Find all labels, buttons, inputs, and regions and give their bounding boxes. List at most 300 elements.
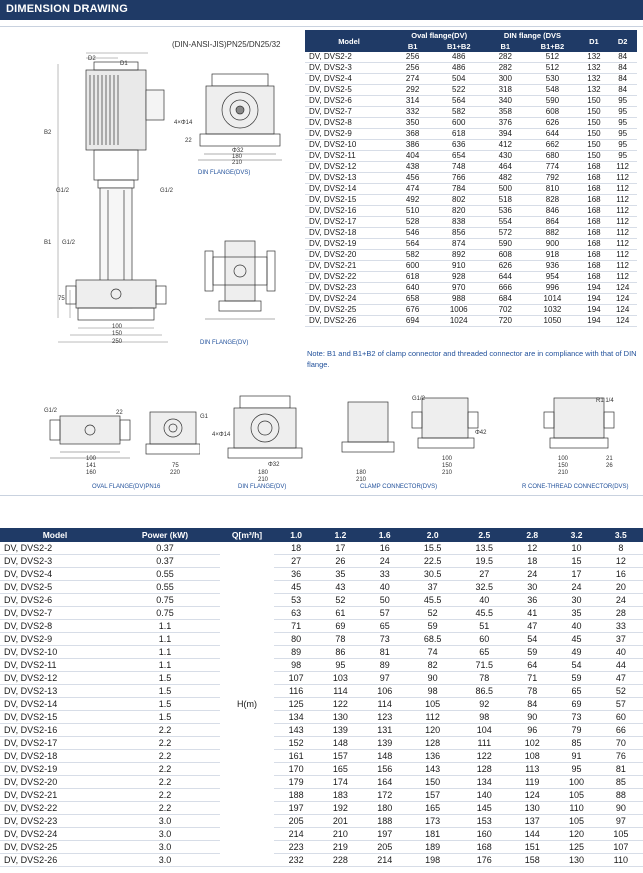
dim-table-row — [305, 118, 637, 129]
dim-table-cell: DV, DVS2-11 — [305, 151, 393, 162]
perf-table-cell: 134 — [458, 776, 510, 789]
perf-table-cell: 44 — [599, 659, 643, 672]
perf-table-cell: 16 — [363, 542, 407, 555]
perf-table-row — [0, 620, 643, 633]
perf-table-cell: 52 — [318, 594, 362, 607]
perf-table-cell: 183 — [318, 789, 362, 802]
dim-table-row — [305, 52, 637, 63]
dim-table-row — [305, 206, 637, 217]
dim-table-cell: 194 — [580, 283, 609, 294]
dim-table-cell: 112 — [608, 272, 637, 283]
perf-table-cell: DV, DVS2-24 — [0, 828, 110, 841]
perf-col-model: Model — [0, 528, 110, 542]
perf-table-cell: DV, DVS2-13 — [0, 685, 110, 698]
dim-hole-top: 4×Φ14 — [174, 120, 193, 126]
perf-table-cell: 80 — [274, 633, 318, 646]
perf-table-cell: DV, DVS2-21 — [0, 789, 110, 802]
dim-table-row — [305, 173, 637, 184]
dim-table-cell: 518 — [485, 195, 525, 206]
dim-table-row — [305, 85, 637, 96]
perf-table-cell: 0.75 — [110, 594, 220, 607]
dim-table-cell: 784 — [432, 184, 485, 195]
dim-table-cell: 546 — [393, 228, 432, 239]
dim-table-cell: 658 — [393, 294, 432, 305]
perf-table-cell: 125 — [274, 698, 318, 711]
dim-table-cell: 536 — [485, 206, 525, 217]
perf-table-cell: 78 — [318, 633, 362, 646]
perf-table-cell: 86.5 — [458, 685, 510, 698]
perf-table-cell: 40 — [599, 646, 643, 659]
col-d2: D2 — [608, 30, 637, 52]
dim-table-cell: DV, DVS2-16 — [305, 206, 393, 217]
perf-table-cell: 102 — [510, 737, 554, 750]
dim-table-cell: DV, DVS2-6 — [305, 96, 393, 107]
dim-table-cell: 84 — [608, 52, 637, 63]
perf-table-cell: 10 — [554, 542, 598, 555]
dim-table-cell: 970 — [432, 283, 485, 294]
perf-table-cell: 47 — [599, 672, 643, 685]
dim-table-cell: DV, DVS2-21 — [305, 261, 393, 272]
dim-table-cell: 168 — [580, 173, 609, 184]
dim-table-cell: DV, DVS2-20 — [305, 250, 393, 261]
perf-table-cell: DV, DVS2-26 — [0, 854, 110, 867]
dim-table-cell: 640 — [393, 283, 432, 294]
dim-table-cell: 95 — [608, 140, 637, 151]
dim-table-cell: 168 — [580, 217, 609, 228]
perf-table-cell: 91 — [554, 750, 598, 763]
perf-table-cell: 45 — [554, 633, 598, 646]
perf-table-cell: 1.5 — [110, 672, 220, 685]
perf-table-cell: 69 — [318, 620, 362, 633]
perf-table-cell: 59 — [554, 672, 598, 685]
dim-table-cell: 482 — [485, 173, 525, 184]
perf-table-cell: DV, DVS2-17 — [0, 737, 110, 750]
dim-table-cell: 168 — [580, 228, 609, 239]
dim-table-cell: 168 — [580, 239, 609, 250]
perf-col-flow: 2.5 — [458, 528, 510, 542]
dim-table-cell: 168 — [580, 162, 609, 173]
perf-table-cell: 197 — [274, 802, 318, 815]
dim-table-cell: 438 — [393, 162, 432, 173]
dim-180-top: 180 — [232, 154, 243, 160]
perf-table-row — [0, 789, 643, 802]
dim-table-cell: 748 — [432, 162, 485, 173]
dim-table-cell: 150 — [580, 107, 609, 118]
perf-table-cell: 76 — [599, 750, 643, 763]
dim-42-clamp: Φ42 — [475, 430, 487, 436]
dim-table-cell: 928 — [432, 272, 485, 283]
perf-table-cell: 33 — [599, 620, 643, 633]
perf-table-cell: 12 — [510, 542, 554, 555]
dim-table-cell: 112 — [608, 217, 637, 228]
perf-h-label: H(m) — [220, 542, 274, 867]
dim-table-cell: 1024 — [432, 316, 485, 327]
dim-table-cell: 676 — [393, 305, 432, 316]
dim-table-cell: 1032 — [525, 305, 579, 316]
dim-table-cell: 492 — [393, 195, 432, 206]
dim-table-cell: 618 — [393, 272, 432, 283]
dim-100: 100 — [112, 324, 123, 330]
dim-table-cell: 132 — [580, 85, 609, 96]
perf-table-cell: 17 — [318, 542, 362, 555]
dim-150: 150 — [112, 331, 123, 337]
perf-table-row — [0, 672, 643, 685]
perf-col-flow: 1.2 — [318, 528, 362, 542]
perf-table-row — [0, 802, 643, 815]
perf-table-cell: 232 — [274, 854, 318, 867]
perf-table-cell: 1.1 — [110, 633, 220, 646]
perf-table-row — [0, 854, 643, 867]
perf-table-cell: 144 — [510, 828, 554, 841]
perf-table-cell: 27 — [274, 555, 318, 568]
dim-table-cell: 554 — [485, 217, 525, 228]
perf-table-cell: 78 — [510, 685, 554, 698]
dim-100-cone: 100 — [558, 456, 569, 462]
col-oval-b1b2: B1+B2 — [432, 41, 485, 52]
dim-table-cell: 112 — [608, 184, 637, 195]
dim-table-cell: 112 — [608, 250, 637, 261]
dim-table-cell: DV, DVS2-14 — [305, 184, 393, 195]
perf-table-row — [0, 698, 643, 711]
perf-table-cell: DV, DVS2-20 — [0, 776, 110, 789]
dim-table-cell: 504 — [432, 74, 485, 85]
perf-table-cell: 176 — [458, 854, 510, 867]
perf-table-cell: 85 — [554, 737, 598, 750]
perf-table-cell: 97 — [363, 672, 407, 685]
dim-210-top: 210 — [232, 160, 243, 166]
perf-table-cell: 174 — [318, 776, 362, 789]
dim-table-cell: 464 — [485, 162, 525, 173]
perf-table-cell: 107 — [274, 672, 318, 685]
perf-table-row — [0, 711, 643, 724]
perf-col-power: Power (kW) — [110, 528, 220, 542]
perf-table-row — [0, 568, 643, 581]
perf-table-cell: 111 — [458, 737, 510, 750]
perf-table-cell: 189 — [407, 841, 459, 854]
perf-table-row — [0, 555, 643, 568]
dim-table-cell: 84 — [608, 74, 637, 85]
perf-table-cell: 157 — [407, 789, 459, 802]
perf-table-cell: 139 — [318, 724, 362, 737]
dim-table-cell: 766 — [432, 173, 485, 184]
perf-table-cell: 148 — [363, 750, 407, 763]
perf-table-cell: 15.5 — [407, 542, 459, 555]
perf-table-cell: 0.75 — [110, 607, 220, 620]
dim-table-cell: 846 — [525, 206, 579, 217]
perf-table-cell: 27 — [458, 568, 510, 581]
dim-table-cell: 282 — [485, 63, 525, 74]
dim-table-cell: 608 — [525, 107, 579, 118]
perf-table-row — [0, 828, 643, 841]
perf-table-cell: 40 — [554, 620, 598, 633]
dim-table-cell: 684 — [485, 294, 525, 305]
perf-table-cell: 0.37 — [110, 555, 220, 568]
dim-table-cell: 168 — [580, 195, 609, 206]
col-din-b1: B1 — [485, 41, 525, 52]
dim-table-cell: 582 — [432, 107, 485, 118]
dim-table-cell: DV, DVS2-26 — [305, 316, 393, 327]
dim-table-cell: 430 — [485, 151, 525, 162]
dim-table-cell: 918 — [525, 250, 579, 261]
perf-table-cell: 81 — [599, 763, 643, 776]
dim-table-cell: 600 — [393, 261, 432, 272]
perf-table-cell: 49 — [554, 646, 598, 659]
perf-table-cell: DV, DVS2-14 — [0, 698, 110, 711]
dim-table-cell: 774 — [525, 162, 579, 173]
dim-table-cell: DV, DVS2-25 — [305, 305, 393, 316]
dim-table-cell: 194 — [580, 294, 609, 305]
dim-table-cell: 680 — [525, 151, 579, 162]
col-din-b1b2: B1+B2 — [525, 41, 579, 52]
dim-table-cell: 292 — [393, 85, 432, 96]
perf-table-cell: 165 — [407, 802, 459, 815]
perf-table-cell: 0.37 — [110, 542, 220, 555]
perf-col-flow: 3.2 — [554, 528, 598, 542]
caption-clamp-connector: CLAMP CONNECTOR(DVS) — [360, 484, 438, 490]
perf-table-cell: 69 — [554, 698, 598, 711]
dim-table-row — [305, 217, 637, 228]
dim-d2: D2 — [88, 56, 96, 62]
perf-table-cell: 160 — [458, 828, 510, 841]
dim-210-cone: 210 — [558, 470, 569, 476]
dim-table-row — [305, 272, 637, 283]
dim-100-oval: 100 — [86, 456, 97, 462]
dim-table-row — [305, 151, 637, 162]
dim-table-cell: 256 — [393, 52, 432, 63]
dim-table-cell: 838 — [432, 217, 485, 228]
perf-table-cell: 12 — [599, 555, 643, 568]
perf-table-cell: 90 — [510, 711, 554, 724]
perf-table-cell: DV, DVS2-8 — [0, 620, 110, 633]
perf-table-cell: DV, DVS2-6 — [0, 594, 110, 607]
dim-table-cell: 95 — [608, 129, 637, 140]
dim-table-cell: 95 — [608, 107, 637, 118]
caption-din-flange-dvs: DIN FLANGE(DVS) — [198, 170, 251, 176]
perf-table-cell: 153 — [458, 815, 510, 828]
perf-table-cell: 24 — [510, 568, 554, 581]
dim-22-oval: 22 — [116, 410, 123, 416]
perf-table-row — [0, 646, 643, 659]
dim-table-cell: 112 — [608, 195, 637, 206]
perf-table-row — [0, 763, 643, 776]
perf-table-cell: 205 — [363, 841, 407, 854]
perf-table-cell: 98 — [458, 711, 510, 724]
perf-table-cell: 60 — [458, 633, 510, 646]
perf-table-cell: 139 — [363, 737, 407, 750]
dim-table-cell: 168 — [580, 272, 609, 283]
dim-table-row — [305, 140, 637, 151]
perf-table-cell: 92 — [458, 698, 510, 711]
perf-table-cell: 114 — [318, 685, 362, 698]
dim-table-cell: 112 — [608, 228, 637, 239]
perf-table-cell: 137 — [510, 815, 554, 828]
dim-table-cell: 892 — [432, 250, 485, 261]
dim-table-row — [305, 239, 637, 250]
perf-table-cell: 28 — [599, 607, 643, 620]
dim-table-cell: 828 — [525, 195, 579, 206]
dim-141-oval: 141 — [86, 463, 97, 469]
dim-table-cell: 95 — [608, 151, 637, 162]
col-oval-b1: B1 — [393, 41, 432, 52]
dim-b2: B2 — [44, 130, 52, 136]
perf-table-cell: 164 — [363, 776, 407, 789]
perf-table-cell: 1.5 — [110, 711, 220, 724]
dim-table-cell: 168 — [580, 250, 609, 261]
dim-table-cell: DV, DVS2-18 — [305, 228, 393, 239]
perf-table-cell: 214 — [363, 854, 407, 867]
dim-table-cell: 150 — [580, 118, 609, 129]
dim-table-cell: 720 — [485, 316, 525, 327]
perf-col-flow: 2.8 — [510, 528, 554, 542]
dim-table-cell: 274 — [393, 74, 432, 85]
perf-table-cell: 98 — [274, 659, 318, 672]
dim-210-clamp: 210 — [356, 477, 367, 483]
perf-table-cell: 89 — [274, 646, 318, 659]
dim-table-cell: 802 — [432, 195, 485, 206]
perf-table-cell: 1.1 — [110, 620, 220, 633]
perf-table-cell: 82 — [407, 659, 459, 672]
dim-75: 75 — [58, 296, 65, 302]
perf-table-cell: 128 — [407, 737, 459, 750]
dim-table-cell: 168 — [580, 206, 609, 217]
perf-table-cell: 223 — [274, 841, 318, 854]
perf-table-cell: 152 — [274, 737, 318, 750]
perf-table-cell: 3.0 — [110, 815, 220, 828]
perf-table-cell: 181 — [407, 828, 459, 841]
dim-table-cell: 412 — [485, 140, 525, 151]
dim-table-cell: DV, DVS2-9 — [305, 129, 393, 140]
dim-table-cell: 608 — [485, 250, 525, 261]
col-model: Model — [305, 30, 393, 52]
dim-table-cell: 340 — [485, 96, 525, 107]
perf-table-row — [0, 737, 643, 750]
dim-table-cell: 256 — [393, 63, 432, 74]
dim-table-cell: DV, DVS2-23 — [305, 283, 393, 294]
dim-210b-clamp: 210 — [442, 470, 453, 476]
perf-table-cell: 180 — [363, 802, 407, 815]
dim-table-cell: 132 — [580, 74, 609, 85]
perf-table-cell: 125 — [554, 841, 598, 854]
perf-table-cell: 1.1 — [110, 646, 220, 659]
perf-table-cell: 70 — [599, 737, 643, 750]
dim-table-cell: DV, DVS2-2 — [305, 52, 393, 63]
perf-table-cell: DV, DVS2-7 — [0, 607, 110, 620]
dim-table-cell: 486 — [432, 63, 485, 74]
dim-table-cell: 486 — [432, 52, 485, 63]
dim-table-cell: DV, DVS2-8 — [305, 118, 393, 129]
dim-210-small: 210 — [258, 477, 269, 483]
perf-table-row — [0, 750, 643, 763]
perf-table-cell: 105 — [599, 828, 643, 841]
dim-table-cell: 282 — [485, 52, 525, 63]
dim-180-small: 180 — [258, 470, 269, 476]
perf-table-row — [0, 841, 643, 854]
perf-col-flow: 1.0 — [274, 528, 318, 542]
dim-table-cell: 112 — [608, 162, 637, 173]
dim-table-cell: 112 — [608, 173, 637, 184]
perf-table-cell: 134 — [274, 711, 318, 724]
dim-table-cell: 84 — [608, 85, 637, 96]
perf-table-cell: 50 — [363, 594, 407, 607]
perf-table-cell: 30 — [510, 581, 554, 594]
perf-table-cell: 2.2 — [110, 763, 220, 776]
r-cone-thread-drawing — [530, 392, 630, 472]
perf-table-cell: 168 — [458, 841, 510, 854]
perf-table-cell: 20 — [599, 581, 643, 594]
perf-table-cell: 143 — [274, 724, 318, 737]
dim-table-cell: 150 — [580, 151, 609, 162]
dim-table-cell: 582 — [393, 250, 432, 261]
perf-table-cell: 24 — [363, 555, 407, 568]
perf-table-cell: 89 — [363, 659, 407, 672]
perf-table-cell: 18 — [274, 542, 318, 555]
dim-table-cell: 132 — [580, 63, 609, 74]
dim-table-cell: 662 — [525, 140, 579, 151]
dim-table-cell: 394 — [485, 129, 525, 140]
perf-table-cell: 74 — [407, 646, 459, 659]
perf-table-cell: 37 — [407, 581, 459, 594]
perf-table-cell: 90 — [407, 672, 459, 685]
perf-table-cell: DV, DVS2-15 — [0, 711, 110, 724]
perf-table-cell: 33 — [363, 568, 407, 581]
dim-table-cell: 810 — [525, 184, 579, 195]
perf-table-cell: 30 — [554, 594, 598, 607]
dim-table-cell: 168 — [580, 261, 609, 272]
dim-table-cell: 318 — [485, 85, 525, 96]
dim-table-cell: 954 — [525, 272, 579, 283]
perf-table-row — [0, 607, 643, 620]
dim-table-cell: 530 — [525, 74, 579, 85]
dim-table-cell: 856 — [432, 228, 485, 239]
perf-table-row — [0, 815, 643, 828]
perf-table-cell: 98 — [407, 685, 459, 698]
perf-table-cell: 95 — [318, 659, 362, 672]
perf-table-cell: 43 — [318, 581, 362, 594]
perf-table-cell: DV, DVS2-9 — [0, 633, 110, 646]
dim-table-cell: 1006 — [432, 305, 485, 316]
dim-table-row — [305, 283, 637, 294]
perf-table-cell: DV, DVS2-23 — [0, 815, 110, 828]
perf-table-cell: 53 — [274, 594, 318, 607]
perf-table-cell: 17 — [554, 568, 598, 581]
dim-table-cell: 590 — [525, 96, 579, 107]
perf-table-cell: 130 — [318, 711, 362, 724]
dim-table-cell: 376 — [485, 118, 525, 129]
perf-table-cell: 136 — [407, 750, 459, 763]
perf-col-flow: 2.0 — [407, 528, 459, 542]
dim-table-cell: 168 — [580, 184, 609, 195]
perf-table-cell: 37 — [599, 633, 643, 646]
perf-table-cell: 161 — [274, 750, 318, 763]
perf-table-cell: 8 — [599, 542, 643, 555]
dim-160-oval: 160 — [86, 470, 97, 476]
dim-table-row — [305, 195, 637, 206]
dim-180-clamp: 180 — [356, 470, 367, 476]
perf-table-cell: 128 — [458, 763, 510, 776]
perf-table-cell: 119 — [510, 776, 554, 789]
dim-table-cell: 572 — [485, 228, 525, 239]
dim-150-cone: 150 — [558, 463, 569, 469]
dim-table-cell: 124 — [608, 316, 637, 327]
perf-table-cell: 124 — [510, 789, 554, 802]
perf-table-cell: 88 — [599, 789, 643, 802]
perf-table-cell: 172 — [363, 789, 407, 802]
dim-table-cell: 150 — [580, 129, 609, 140]
dim-table-cell: 988 — [432, 294, 485, 305]
dim-table-cell: 132 — [580, 52, 609, 63]
dim-table-cell: 124 — [608, 294, 637, 305]
perf-table-cell: 2.2 — [110, 750, 220, 763]
